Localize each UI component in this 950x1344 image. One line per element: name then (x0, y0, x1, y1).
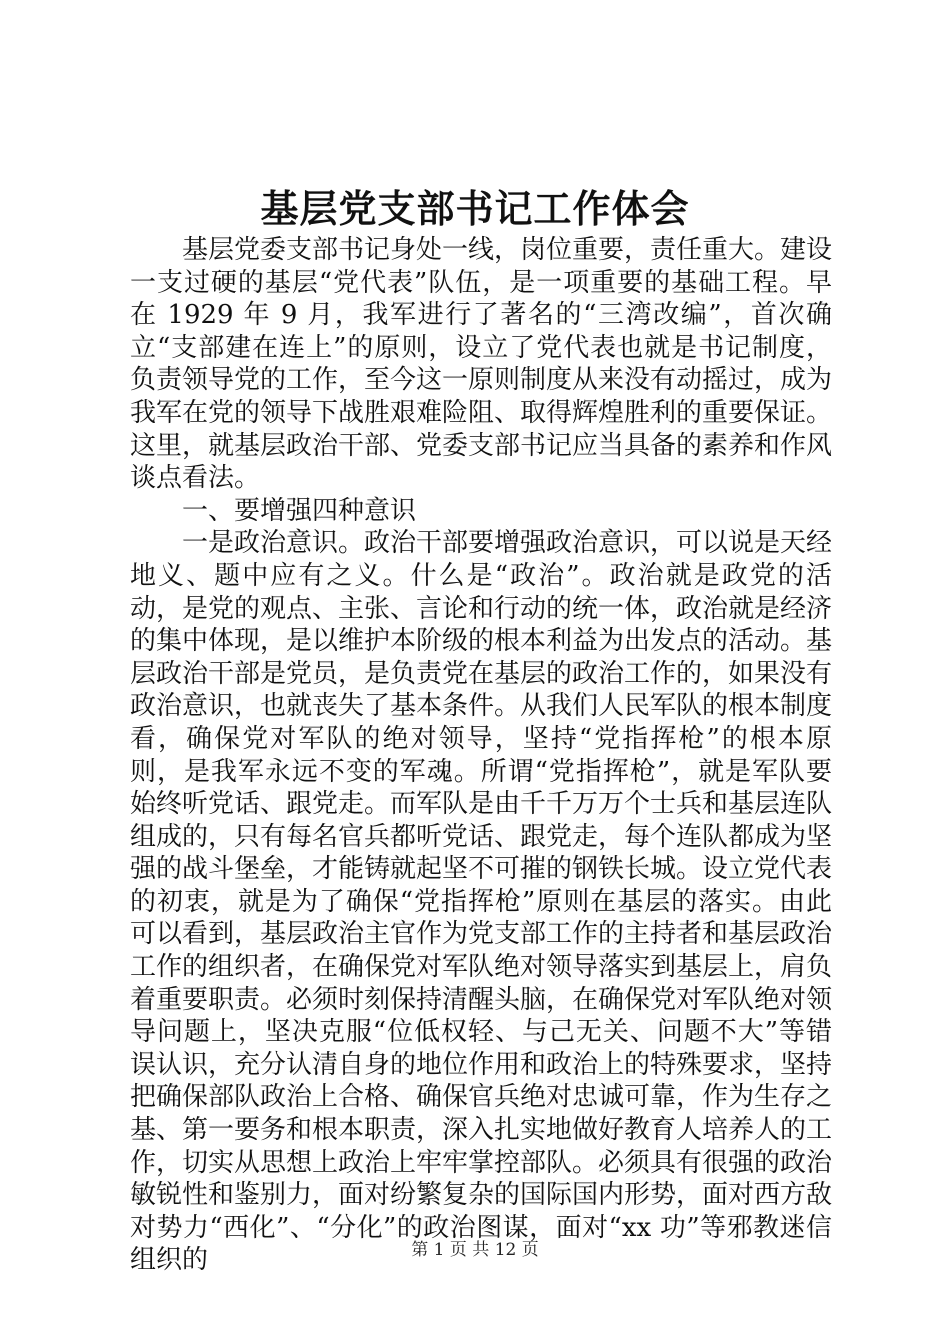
document-body (130, 234, 832, 1277)
document-title: 基层党支部书记工作体会 (260, 186, 690, 231)
paragraph-intro: 基层党委支部书记身处一线，岗位重要，责任重大。建设一支过硬的基层“党代表”队伍，是一项重要的基础工程。早在 1929 年 9 月，我军进行了著名的“三湾改编”，首次确立“支部建在连上”的原则，设立了党代表也就是书记制度，负责领导党的工作，至今这一原则制度从来没有动摇过，成为我军在党的领导下战胜艰难险阻、取得辉煌胜利的重要保证。这里，就基层政治干部、党委支部书记应当具备的素养和作风谈点看法。 (130, 235, 833, 494)
paragraph-political-awareness: 一是政治意识。政治干部要增强政治意识，可以说是天经地义、题中应有之义。什么是“政治”。政治就是政党的活动，是党的观点、主张、言论和行动的统一体，政治就是经济的集中体现，是以维护本阶级的根本利益为出发点的活动。基层政治干部是党员，是负责党在基层的政治工作的，如果没有政治意识，也就丧失了基本条件。从我们人民军队的根本制度看，确保党对军队的绝对领导，坚持“党指挥枪”的根本原则，是我军永远不变的军魂。所谓“党指挥枪”，就是军队要始终听党话、跟党走。而军队是由千千万万个士兵和基层连队组成的，只有每名官兵都听党话、跟党走，每个连队都成为坚强的战斗堡垒，才能铸就起坚不可摧的钢铁长城。设立党代表的初衷，就是为了确保“党指挥枪”原则在基层的落实。由此可以看到，基层政治主官作为党支部工作的主持者和基层政治工作的组织者，在确保党对军队绝对领导落实到基层上，肩负着重要职责。必须时刻保持清醒头脑，在确保党对军队绝对领导问题上，坚决克服“位低权轻、与己无关、问题不大”等错误认识，充分认清自身的地位作用和政治上的特殊要求，坚持把确保部队政治上合格、确保官兵绝对忠诚可靠，作为生存之基、第一要务和根本职责，深入扎实地做好教育人培养人的工作，切实从思想上政治上牢牢掌控部队。必须具有很强的政治敏锐性和鉴别力，面对纷繁复杂的国际国内形势，面对西方敌对势力“西化”、“分化”的政治图谋，面对“xx 功”等邪教迷信组织的 (130, 528, 833, 1276)
page-footer: 第 1 页 共 12 页 (411, 1240, 539, 1260)
section-heading: 一、要增强四种意识 (182, 495, 417, 526)
